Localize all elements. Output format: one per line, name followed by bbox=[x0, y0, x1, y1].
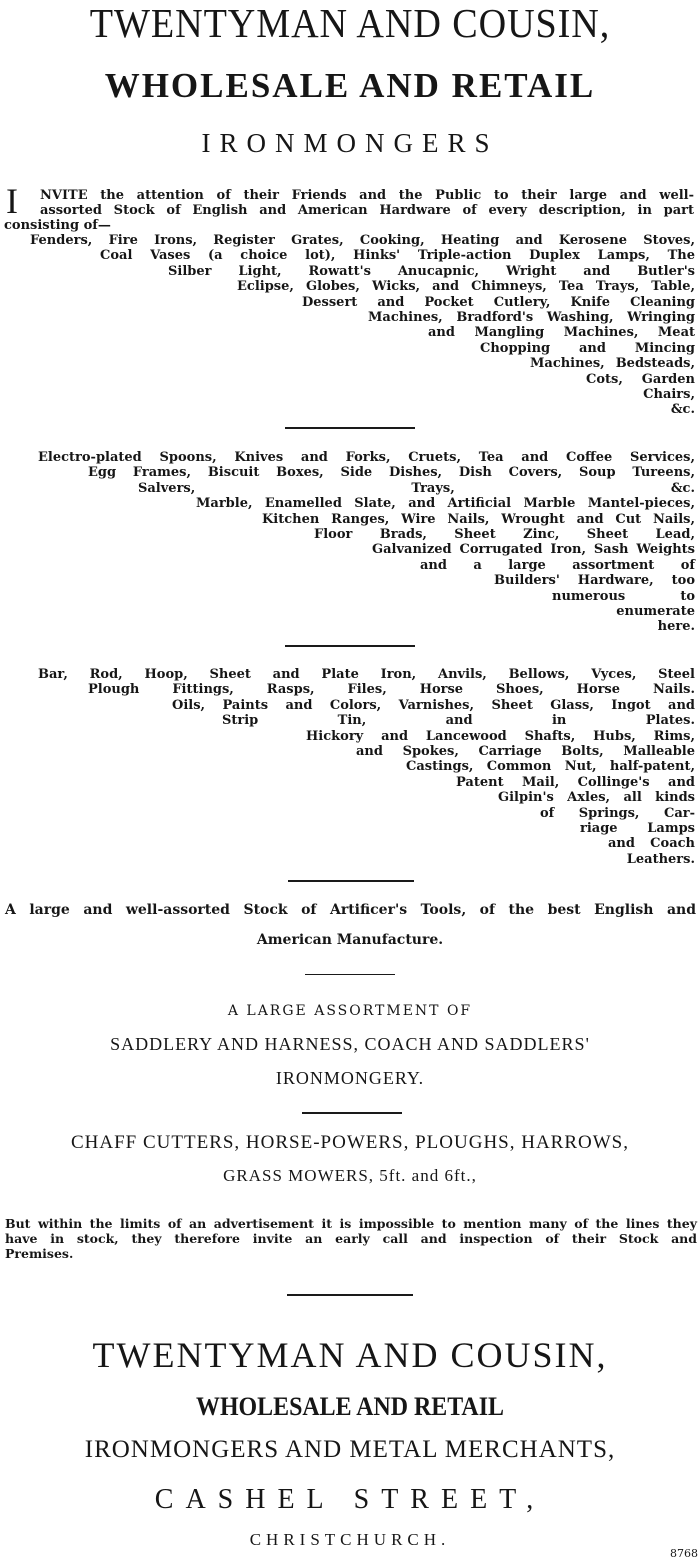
list1-line: &c. bbox=[670, 402, 695, 418]
divider-5 bbox=[302, 1112, 402, 1114]
intro-line-3: consisting of— bbox=[4, 218, 111, 233]
list2-line: Galvanized Corrugated Iron, Sash Weights bbox=[372, 542, 695, 558]
closing-line-3: Premises. bbox=[5, 1246, 74, 1261]
footer-trade: IRONMONGERS AND METAL MERCHANTS, bbox=[84, 1436, 616, 1463]
implements-line-1: CHAFF CUTTERS, HORSE-POWERS, PLOUGHS, HARROWS, bbox=[70, 1132, 630, 1153]
intro-line-1: NVITE the attention of their Friends and the Public to their large and well- bbox=[40, 188, 694, 203]
list3-line: Bar, Rod, Hoop, Sheet and Plate Iron, Anvils, Bellows, Vyces, Steel bbox=[38, 667, 695, 682]
header-firm-name: TWENTYMAN AND COUSIN, bbox=[89, 0, 611, 46]
list2-line: and a large assortment of bbox=[420, 557, 695, 573]
list2-line: Marble, Enamelled Slate, and Artificial Marble Mantel-pieces, bbox=[196, 496, 695, 512]
divider-3 bbox=[288, 880, 414, 882]
list1-line: and Mangling Machines, Meat bbox=[428, 325, 695, 341]
tools-line-2: American Manufacture. bbox=[256, 932, 444, 948]
list1-line: Chairs, bbox=[643, 387, 695, 402]
footer-street: CASHEL STREET, bbox=[154, 1484, 546, 1515]
footer-firm-name: TWENTYMAN AND COUSIN, bbox=[92, 1335, 608, 1375]
list3-line: and Spokes, Carriage Bolts, Malleable bbox=[356, 744, 695, 759]
implements-line-2: GRASS MOWERS, 5ft. and 6ft., bbox=[223, 1166, 477, 1185]
list3-line: Strip Tin, and in Plates. bbox=[222, 713, 695, 729]
list3-line: Plough Fittings, Rasps, Files, Horse Shoes, Horse Nails. bbox=[88, 682, 695, 698]
saddlery-line-1: A LARGE ASSORTMENT OF bbox=[227, 1003, 473, 1019]
list1-line: Machines, Bradford's Washing, Wringing bbox=[368, 310, 695, 325]
divider-2 bbox=[285, 645, 415, 647]
list2-line: Builders' Hardware, too bbox=[494, 573, 695, 589]
header-trade-type: WHOLESALE AND RETAIL bbox=[104, 66, 596, 105]
list2-line: numerous to bbox=[552, 588, 695, 604]
list3-line: Leathers. bbox=[626, 851, 695, 867]
footer-ref-number: 8768 bbox=[670, 1547, 698, 1560]
list2-line: Egg Frames, Biscuit Boxes, Side Dishes, Dish Covers, Soup Tureens, bbox=[88, 465, 695, 481]
list3-line: Castings, Common Nut, half-patent, bbox=[406, 759, 695, 775]
divider-4 bbox=[305, 974, 395, 975]
intro-drop-cap: I bbox=[6, 181, 18, 221]
list3-line: and Coach bbox=[608, 836, 695, 852]
list1-line: Coal Vases (a choice lot), Hinks' Triple-action Duplex Lamps, The bbox=[100, 248, 695, 264]
list2-line: enumerate bbox=[616, 604, 695, 619]
list3-line: Hickory and Lancewood Shafts, Hubs, Rims, bbox=[306, 728, 695, 744]
list2-line: Kitchen Ranges, Wire Nails, Wrought and Cut Nails, bbox=[262, 511, 695, 527]
closing-line-2: have in stock, they therefore invite an early call and inspection of their Stock and bbox=[5, 1231, 697, 1246]
list1-line: Dessert and Pocket Cutlery, Knife Cleaning bbox=[302, 294, 695, 310]
divider-1 bbox=[285, 427, 415, 429]
list3-line: riage Lamps bbox=[580, 821, 695, 836]
list1-line: Machines, Bedsteads, bbox=[530, 356, 695, 372]
saddlery-line-3: IRONMONGERY. bbox=[275, 1068, 425, 1088]
list1-line: Eclipse, Globes, Wicks, and Chimneys, Tea Trays, Table, bbox=[237, 279, 695, 295]
list3-line: Oils, Paints and Colors, Varnishes, Sheet Glass, Ingot and bbox=[172, 697, 695, 713]
list2-line: here. bbox=[657, 619, 695, 635]
list2-line: Electro-plated Spoons, Knives and Forks, Cruets, Tea and Coffee Services, bbox=[38, 450, 695, 465]
list3-line: Gilpin's Axles, all kinds bbox=[498, 790, 695, 806]
list1-line: Cots, Garden bbox=[586, 371, 695, 387]
list3-line: of Springs, Car- bbox=[540, 805, 695, 821]
list1-line: Chopping and Mincing bbox=[480, 340, 695, 356]
list2-line: Salvers, Trays, &c. bbox=[138, 480, 695, 496]
tools-line-1: A large and well-assorted Stock of Artificer's Tools, of the best English and bbox=[5, 902, 696, 918]
list3-line: Patent Mail, Collinge's and bbox=[456, 774, 695, 790]
footer-city: CHRISTCHURCH. bbox=[249, 1530, 451, 1549]
list1-line: Silber Light, Rowatt's Anucapnic, Wright and Butler's bbox=[168, 263, 695, 279]
footer-trade-type: WHOLESALE AND RETAIL bbox=[196, 1392, 504, 1421]
list2-line: Floor Brads, Sheet Zinc, Sheet Lead, bbox=[314, 527, 695, 542]
closing-line-1: But within the limits of an advertisement it is impossible to mention many of the lines they bbox=[5, 1216, 697, 1231]
divider-6 bbox=[287, 1294, 413, 1296]
list1-line: Fenders, Fire Irons, Register Grates, Cooking, Heating and Kerosene Stoves, bbox=[30, 233, 695, 248]
saddlery-line-2: SADDLERY AND HARNESS, COACH AND SADDLERS' bbox=[110, 1034, 590, 1054]
intro-line-2: assorted Stock of English and American Hardware of every description, in part bbox=[40, 203, 694, 218]
header-trade: IRONMONGERS bbox=[201, 128, 499, 158]
